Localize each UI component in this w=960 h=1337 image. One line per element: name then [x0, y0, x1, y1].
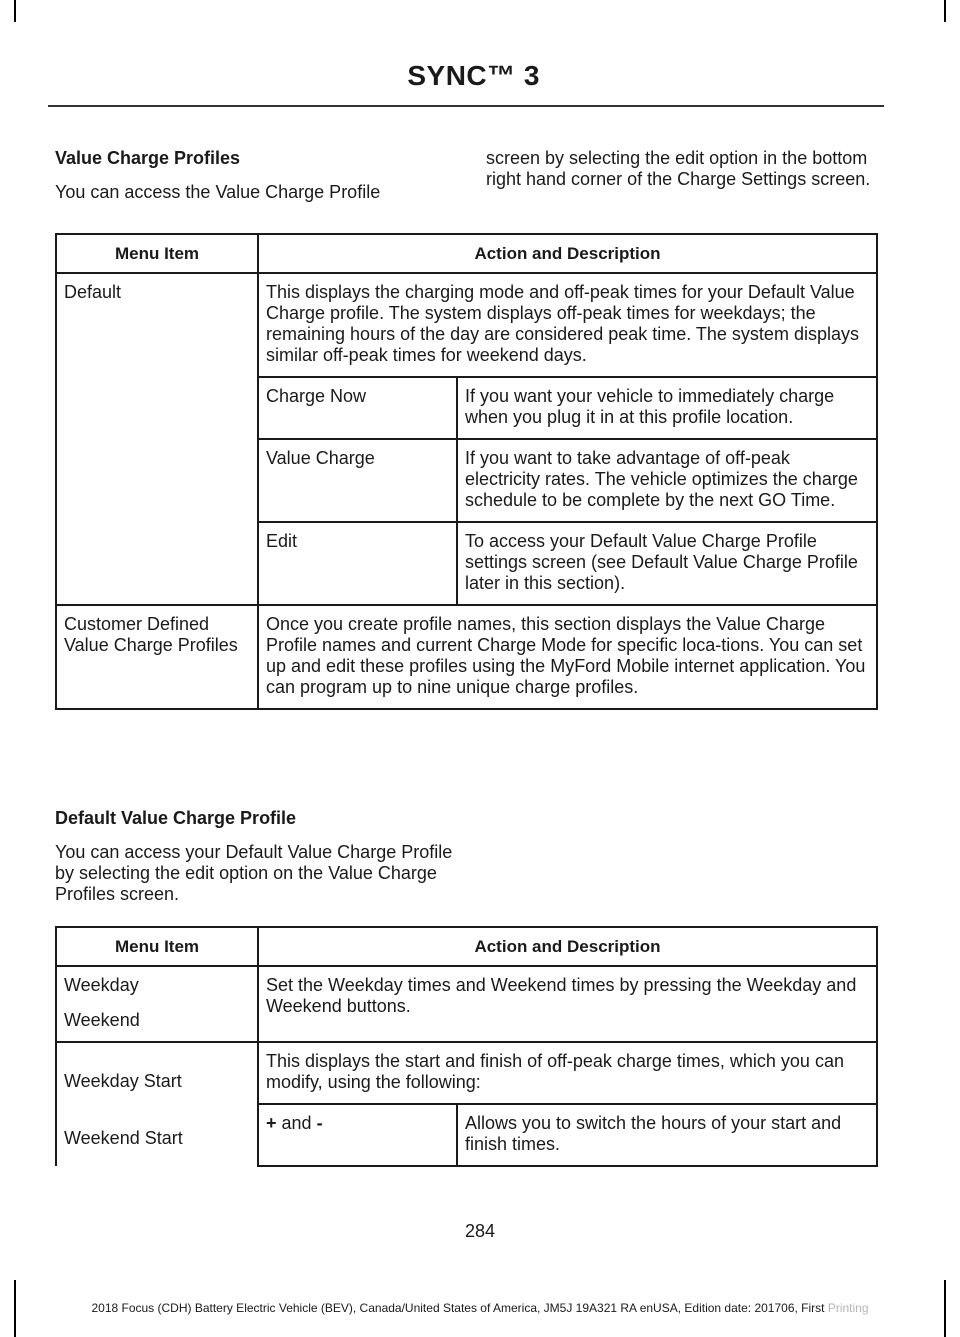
menu-item-customer-defined: Customer Defined Value Charge Profiles — [56, 605, 258, 709]
menu-item-weekday-weekend — [56, 966, 258, 1042]
sub-item-plus-minus — [258, 1104, 457, 1166]
sub-desc-value-charge: If you want to take advantage of off-peak electricity rates. The vehicle optimizes the charge schedule to be complete by the next GO Time. — [457, 439, 877, 522]
page-header-title: SYNC™ 3 — [407, 60, 540, 91]
menu-item-weekend-start: Weekend Start — [64, 1128, 183, 1148]
plus-symbol: + — [266, 1113, 277, 1133]
table-header-row — [56, 927, 877, 966]
menu-item-start — [56, 1042, 258, 1166]
menu-item-weekday-start: Weekday Start — [64, 1071, 182, 1091]
col-header-menu-item: Menu Item — [56, 927, 258, 966]
customer-defined-description: Once you create profile names, this section displays the Value Charge Profile names and current Charge Mode for specific loca-tions. You can set up and edit these profiles using the MyFord Mobile internet application. You can program up to nine unique charge profiles. — [258, 605, 877, 709]
footer — [0, 1301, 960, 1315]
sub-desc-edit: To access your Default Value Charge Profile settings screen (see Default Value Charge Profile later in this section). — [457, 522, 877, 605]
table-row — [56, 1042, 877, 1104]
section2-column — [55, 808, 455, 905]
menu-item-weekend: Weekend — [64, 1010, 140, 1030]
col-header-action: Action and Description — [258, 234, 877, 273]
table-row — [56, 966, 877, 1042]
sub-desc-charge-now: If you want your vehicle to immediately charge when you plug it in at this profile location. — [457, 377, 877, 439]
sub-item-value-charge: Value Charge — [258, 439, 457, 522]
menu-item-default: Default — [56, 273, 258, 605]
page-number: 284 — [464, 1221, 496, 1241]
header-rule — [48, 105, 884, 107]
and-text: and — [281, 1113, 312, 1133]
sub-item-charge-now: Charge Now — [258, 377, 457, 439]
minus-symbol: - — [316, 1113, 323, 1133]
menu-item-weekday: Weekday — [64, 975, 139, 995]
crop-mark-top-left — [14, 0, 16, 22]
crop-mark-top-right — [944, 0, 946, 22]
default-value-charge-profile-table — [55, 926, 878, 1167]
sub-desc-plus-minus: Allows you to switch the hours of your start and finish times. — [457, 1104, 877, 1166]
section2-text: You can access your Default Value Charge Profile by selecting the edit option on the Value Charge Profiles screen. — [55, 842, 453, 904]
intro-left-column — [55, 148, 455, 203]
section-heading-value-charge-profiles: Value Charge Profiles — [55, 148, 241, 168]
col-header-action: Action and Description — [258, 927, 877, 966]
sub-item-edit: Edit — [258, 522, 457, 605]
footer-watermark: Printing — [827, 1301, 869, 1315]
value-charge-profiles-table — [55, 233, 878, 710]
default-description: This displays the charging mode and off-peak times for your Default Value Charge profile. The system displays off-peak times for weekdays; the remaining hours of the day are considered peak time. The system displays similar off-peak times for weekend days. — [258, 273, 877, 377]
table-row — [56, 273, 877, 377]
start-description: This displays the start and finish of off-peak charge times, which you can modify, using the following: — [258, 1042, 877, 1104]
intro-text-left: You can access the Value Charge Profile — [55, 182, 381, 202]
weekday-weekend-description: Set the Weekday times and Weekend times by pressing the Weekday and Weekend buttons. — [258, 966, 877, 1042]
table-header-row — [56, 234, 877, 273]
footer-text: 2018 Focus (CDH) Battery Electric Vehicle (BEV), Canada/United States of America, JM5J 19A321 RA enUSA, Edition date: 201706, First — [91, 1301, 825, 1315]
col-header-menu-item: Menu Item — [56, 234, 258, 273]
intro-text-right: screen by selecting the edit option in the bottom right hand corner of the Charge Settings screen. — [486, 148, 871, 189]
section-heading-default-value-charge-profile: Default Value Charge Profile — [55, 808, 297, 828]
table-row — [56, 605, 877, 709]
intro-right-column — [486, 148, 881, 190]
